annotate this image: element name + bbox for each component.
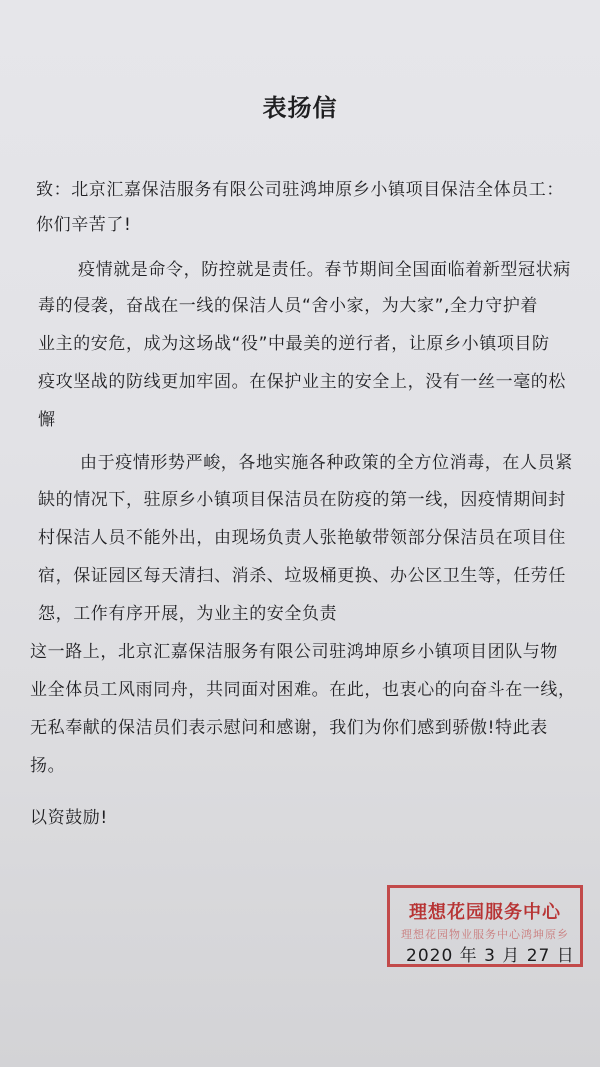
letter-title: 表扬信 bbox=[262, 94, 338, 122]
salutation-line: 致：北京汇嘉保洁服务有限公司驻鸿坤原乡小镇项目保洁全体员工： bbox=[36, 180, 564, 200]
body-line: 怨，工作有序开展，为业主的安全负责 bbox=[38, 604, 338, 624]
body-line: 疫攻坚战的防线更加牢固。在保护业主的安全上，没有一丝一毫的松 bbox=[38, 372, 566, 392]
body-line: 由于疫情形势严峻，各地实施各种政策的全方位消毒，在人员紧 bbox=[80, 453, 573, 473]
body-line: 懈 bbox=[38, 410, 56, 430]
body-line: 这一路上，北京汇嘉保洁服务有限公司驻鸿坤原乡小镇项目团队与物 bbox=[30, 642, 558, 662]
body-line: 无私奉献的保洁员们表示慰问和感谢，我们为你们感到骄傲!特此表 bbox=[30, 718, 548, 738]
body-line: 扬。 bbox=[30, 756, 66, 776]
body-line: 毒的侵袭，奋战在一线的保洁人员“舍小家，为大家”,全力守护着 bbox=[38, 296, 539, 316]
closing-line: 以资鼓励! bbox=[30, 808, 108, 828]
greeting-line: 你们辛苦了! bbox=[36, 215, 132, 235]
body-line: 村保洁人员不能外出，由现场负责人张艳敏带领部分保洁员在项目住 bbox=[38, 528, 566, 548]
body-line: 宿，保证园区每天清扫、消杀、垃圾桶更换、办公区卫生等，任劳任 bbox=[38, 566, 566, 586]
body-line: 缺的情况下，驻原乡小镇项目保洁员在防疫的第一线，因疫情期间封 bbox=[38, 490, 566, 510]
body-line: 业全体员工风雨同舟，共同面对困难。在此，也衷心的向奋斗在一线， bbox=[30, 680, 576, 700]
letter-date: 2020 年 3 月 27 日 bbox=[406, 946, 575, 966]
stamp-subtitle: 理想花园物业服务中心鸿坤原乡 bbox=[401, 928, 569, 941]
body-line: 疫情就是命令，防控就是责任。春节期间全国面临着新型冠状病 bbox=[78, 260, 571, 280]
stamp-title: 理想花园服务中心 bbox=[409, 902, 561, 923]
body-line: 业主的安危，成为这场战“役”中最美的逆行者，让原乡小镇项目防 bbox=[38, 334, 550, 354]
